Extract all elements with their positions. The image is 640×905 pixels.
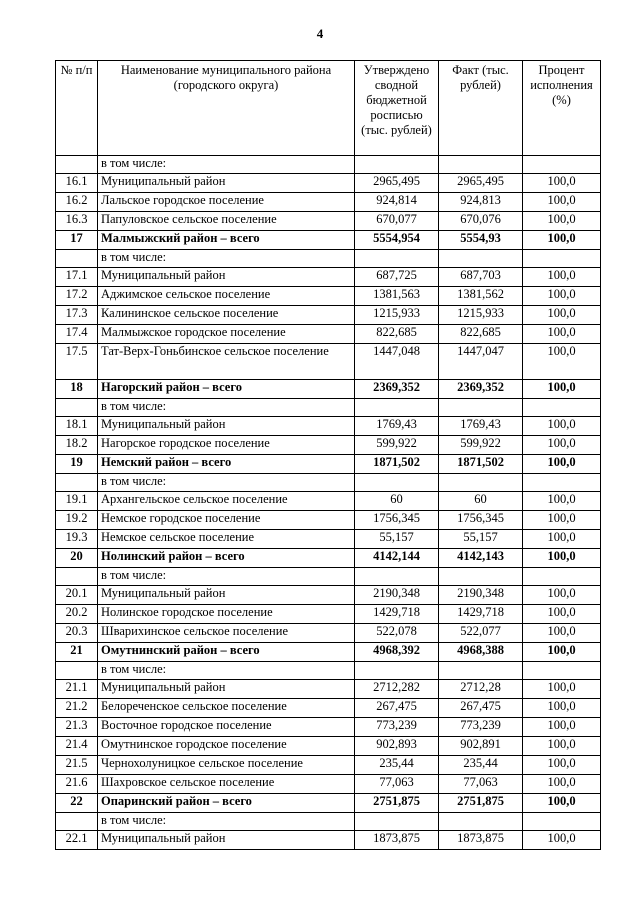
cell-approved: 1871,502: [355, 455, 439, 474]
cell-fact: [439, 662, 523, 680]
table-row-subheader: [56, 250, 601, 268]
cell-percent: [523, 568, 601, 586]
cell-name: в том числе:: [98, 662, 355, 680]
cell-num: 19.1: [56, 492, 98, 511]
cell-name: Омутнинский район – всего: [98, 643, 355, 662]
table-row: [56, 212, 601, 231]
cell-num: 22: [56, 794, 98, 813]
cell-fact: 1215,933: [439, 306, 523, 325]
cell-approved: 4142,144: [355, 549, 439, 568]
table-row: [56, 417, 601, 436]
cell-num: 21: [56, 643, 98, 662]
cell-fact: 1873,875: [439, 831, 523, 850]
cell-percent: 100,0: [523, 492, 601, 511]
cell-percent: 100,0: [523, 455, 601, 474]
cell-num: 20.2: [56, 605, 98, 624]
cell-name: Муниципальный район: [98, 174, 355, 193]
table-header: [56, 61, 601, 156]
cell-name: Папуловское сельское поселение: [98, 212, 355, 231]
cell-fact: 902,891: [439, 737, 523, 756]
cell-name: Муниципальный район: [98, 586, 355, 605]
cell-approved: 670,077: [355, 212, 439, 231]
cell-approved: 687,725: [355, 268, 439, 287]
cell-name: Омутнинское городское поселение: [98, 737, 355, 756]
cell-approved: 4968,392: [355, 643, 439, 662]
cell-approved: [355, 662, 439, 680]
cell-num: [56, 156, 98, 174]
cell-percent: 100,0: [523, 586, 601, 605]
cell-approved: 1756,345: [355, 511, 439, 530]
cell-fact: 2751,875: [439, 794, 523, 813]
table-row-subheader: [56, 474, 601, 492]
cell-fact: 235,44: [439, 756, 523, 775]
table-row: [56, 436, 601, 455]
cell-fact: 1756,345: [439, 511, 523, 530]
table-row: [56, 306, 601, 325]
cell-name: Восточное городское поселение: [98, 718, 355, 737]
cell-percent: 100,0: [523, 417, 601, 436]
cell-name: Муниципальный район: [98, 417, 355, 436]
cell-approved: 60: [355, 492, 439, 511]
cell-name: в том числе:: [98, 474, 355, 492]
cell-fact: 2712,28: [439, 680, 523, 699]
cell-percent: 100,0: [523, 306, 601, 325]
cell-percent: 100,0: [523, 737, 601, 756]
cell-percent: 100,0: [523, 718, 601, 737]
cell-num: 18.2: [56, 436, 98, 455]
cell-num: 21.6: [56, 775, 98, 794]
cell-num: 21.4: [56, 737, 98, 756]
cell-fact: 599,922: [439, 436, 523, 455]
cell-approved: [355, 568, 439, 586]
cell-num: [56, 399, 98, 417]
table-row-subheader: [56, 662, 601, 680]
cell-fact: [439, 399, 523, 417]
cell-name: Малмыжское городское поселение: [98, 325, 355, 344]
cell-fact: 1381,562: [439, 287, 523, 306]
table-row-subheader: [56, 156, 601, 174]
header-percent: Процент исполнения (%): [523, 61, 601, 156]
table-row: [56, 325, 601, 344]
cell-num: 17.2: [56, 287, 98, 306]
table-row-total: [56, 231, 601, 250]
cell-approved: 822,685: [355, 325, 439, 344]
cell-num: 19.2: [56, 511, 98, 530]
cell-percent: 100,0: [523, 549, 601, 568]
table-row: [56, 287, 601, 306]
table-row-total: [56, 380, 601, 399]
cell-name: в том числе:: [98, 156, 355, 174]
cell-num: 17.5: [56, 344, 98, 380]
cell-approved: 2712,282: [355, 680, 439, 699]
cell-approved: [355, 250, 439, 268]
table-row: [56, 756, 601, 775]
header-approved: Утверждено сводной бюджетной росписью (тыс. рублей): [355, 61, 439, 156]
cell-name: Малмыжский район – всего: [98, 231, 355, 250]
table-row: [56, 193, 601, 212]
table-row: [56, 775, 601, 794]
cell-approved: 2965,495: [355, 174, 439, 193]
cell-name: в том числе:: [98, 399, 355, 417]
cell-name: Шварихинское сельское поселение: [98, 624, 355, 643]
cell-name: Нолинское городское поселение: [98, 605, 355, 624]
cell-name: Калининское сельское поселение: [98, 306, 355, 325]
table-row-total: [56, 549, 601, 568]
cell-approved: 2751,875: [355, 794, 439, 813]
cell-num: 21.2: [56, 699, 98, 718]
cell-num: [56, 813, 98, 831]
cell-percent: 100,0: [523, 287, 601, 306]
table-row: [56, 605, 601, 624]
cell-name: Немское городское поселение: [98, 511, 355, 530]
cell-approved: 522,078: [355, 624, 439, 643]
cell-approved: 235,44: [355, 756, 439, 775]
table-body: [56, 156, 601, 850]
table-row-subheader: [56, 813, 601, 831]
cell-percent: 100,0: [523, 212, 601, 231]
cell-fact: 773,239: [439, 718, 523, 737]
cell-percent: 100,0: [523, 231, 601, 250]
cell-fact: 267,475: [439, 699, 523, 718]
table-row: [56, 344, 601, 380]
cell-percent: [523, 813, 601, 831]
table-row: [56, 511, 601, 530]
cell-approved: 267,475: [355, 699, 439, 718]
table-row: [56, 680, 601, 699]
cell-fact: 670,076: [439, 212, 523, 231]
cell-num: 16.1: [56, 174, 98, 193]
cell-approved: 1381,563: [355, 287, 439, 306]
cell-fact: 5554,93: [439, 231, 523, 250]
cell-name: Белореченское сельское поселение: [98, 699, 355, 718]
cell-fact: 60: [439, 492, 523, 511]
cell-percent: [523, 250, 601, 268]
cell-name: Аджимское сельское поселение: [98, 287, 355, 306]
cell-approved: [355, 399, 439, 417]
cell-approved: 599,922: [355, 436, 439, 455]
cell-percent: 100,0: [523, 174, 601, 193]
table-row: [56, 718, 601, 737]
table-row: [56, 492, 601, 511]
cell-fact: 522,077: [439, 624, 523, 643]
cell-approved: 773,239: [355, 718, 439, 737]
cell-name: Шахровское сельское поселение: [98, 775, 355, 794]
table-row-subheader: [56, 399, 601, 417]
cell-name: Муниципальный район: [98, 268, 355, 287]
cell-percent: 100,0: [523, 436, 601, 455]
cell-name: Тат-Верх-Гоньбинское сельское поселение: [98, 344, 355, 380]
table-row: [56, 624, 601, 643]
cell-percent: [523, 399, 601, 417]
cell-num: [56, 568, 98, 586]
cell-approved: 902,893: [355, 737, 439, 756]
cell-fact: 77,063: [439, 775, 523, 794]
cell-approved: 2369,352: [355, 380, 439, 399]
cell-name: Нагорское городское поселение: [98, 436, 355, 455]
cell-num: 17.1: [56, 268, 98, 287]
cell-name: в том числе:: [98, 250, 355, 268]
cell-fact: 1769,43: [439, 417, 523, 436]
cell-percent: 100,0: [523, 699, 601, 718]
cell-fact: 822,685: [439, 325, 523, 344]
cell-name: Нагорский район – всего: [98, 380, 355, 399]
cell-name: Опаринский район – всего: [98, 794, 355, 813]
cell-name: Муниципальный район: [98, 680, 355, 699]
table-row-total: [56, 643, 601, 662]
cell-name: Архангельское сельское поселение: [98, 492, 355, 511]
cell-percent: 100,0: [523, 325, 601, 344]
cell-percent: 100,0: [523, 624, 601, 643]
cell-num: 19: [56, 455, 98, 474]
cell-fact: 2965,495: [439, 174, 523, 193]
cell-percent: 100,0: [523, 380, 601, 399]
cell-approved: 1215,933: [355, 306, 439, 325]
cell-percent: 100,0: [523, 680, 601, 699]
cell-percent: [523, 474, 601, 492]
cell-fact: 924,813: [439, 193, 523, 212]
cell-name: Немское сельское поселение: [98, 530, 355, 549]
cell-percent: 100,0: [523, 344, 601, 380]
cell-percent: 100,0: [523, 831, 601, 850]
cell-percent: 100,0: [523, 756, 601, 775]
cell-num: 19.3: [56, 530, 98, 549]
cell-fact: 2369,352: [439, 380, 523, 399]
cell-fact: 1871,502: [439, 455, 523, 474]
cell-name: Нолинский район – всего: [98, 549, 355, 568]
cell-fact: 2190,348: [439, 586, 523, 605]
cell-approved: 77,063: [355, 775, 439, 794]
page-number: 4: [316, 26, 324, 41]
cell-num: 17: [56, 231, 98, 250]
cell-percent: 100,0: [523, 530, 601, 549]
cell-percent: [523, 156, 601, 174]
cell-name: в том числе:: [98, 813, 355, 831]
cell-name: Немский район – всего: [98, 455, 355, 474]
cell-percent: 100,0: [523, 268, 601, 287]
table-row: [56, 699, 601, 718]
header-fact: Факт (тыс. рублей): [439, 61, 523, 156]
cell-num: [56, 250, 98, 268]
cell-fact: 4968,388: [439, 643, 523, 662]
cell-fact: [439, 813, 523, 831]
cell-num: 18.1: [56, 417, 98, 436]
table-row: [56, 268, 601, 287]
cell-name: в том числе:: [98, 568, 355, 586]
cell-num: [56, 662, 98, 680]
cell-percent: [523, 662, 601, 680]
cell-approved: 1447,048: [355, 344, 439, 380]
table-row: [56, 831, 601, 850]
table-row: [56, 174, 601, 193]
cell-percent: 100,0: [523, 511, 601, 530]
cell-fact: 687,703: [439, 268, 523, 287]
cell-num: [56, 474, 98, 492]
cell-percent: 100,0: [523, 775, 601, 794]
cell-name: Лальское городское поселение: [98, 193, 355, 212]
cell-fact: 55,157: [439, 530, 523, 549]
cell-num: 22.1: [56, 831, 98, 850]
cell-approved: [355, 474, 439, 492]
cell-num: 20.1: [56, 586, 98, 605]
header-num: № п/п: [56, 61, 98, 156]
header-name: Наименование муниципального района (городского округа): [98, 61, 355, 156]
cell-approved: 55,157: [355, 530, 439, 549]
cell-num: 16.3: [56, 212, 98, 231]
cell-name: Чернохолуницкое сельское поселение: [98, 756, 355, 775]
cell-num: 16.2: [56, 193, 98, 212]
cell-approved: 1769,43: [355, 417, 439, 436]
cell-approved: 2190,348: [355, 586, 439, 605]
cell-fact: 4142,143: [439, 549, 523, 568]
table-row: [56, 737, 601, 756]
table-row-subheader: [56, 568, 601, 586]
cell-num: 18: [56, 380, 98, 399]
cell-num: 17.3: [56, 306, 98, 325]
table-row-total: [56, 455, 601, 474]
cell-num: 21.1: [56, 680, 98, 699]
cell-fact: [439, 156, 523, 174]
table-row: [56, 586, 601, 605]
cell-num: 21.3: [56, 718, 98, 737]
cell-approved: 1873,875: [355, 831, 439, 850]
cell-percent: 100,0: [523, 605, 601, 624]
cell-num: 21.5: [56, 756, 98, 775]
cell-fact: [439, 474, 523, 492]
table-row: [56, 530, 601, 549]
cell-num: 20: [56, 549, 98, 568]
cell-name: Муниципальный район: [98, 831, 355, 850]
budget-table: [55, 60, 601, 850]
cell-approved: 5554,954: [355, 231, 439, 250]
cell-num: 20.3: [56, 624, 98, 643]
cell-fact: [439, 250, 523, 268]
cell-approved: 924,814: [355, 193, 439, 212]
cell-num: 17.4: [56, 325, 98, 344]
cell-fact: [439, 568, 523, 586]
cell-percent: 100,0: [523, 193, 601, 212]
table-row-total: [56, 794, 601, 813]
cell-percent: 100,0: [523, 643, 601, 662]
cell-approved: [355, 813, 439, 831]
cell-percent: 100,0: [523, 794, 601, 813]
cell-approved: [355, 156, 439, 174]
cell-fact: 1429,718: [439, 605, 523, 624]
cell-fact: 1447,047: [439, 344, 523, 380]
cell-approved: 1429,718: [355, 605, 439, 624]
